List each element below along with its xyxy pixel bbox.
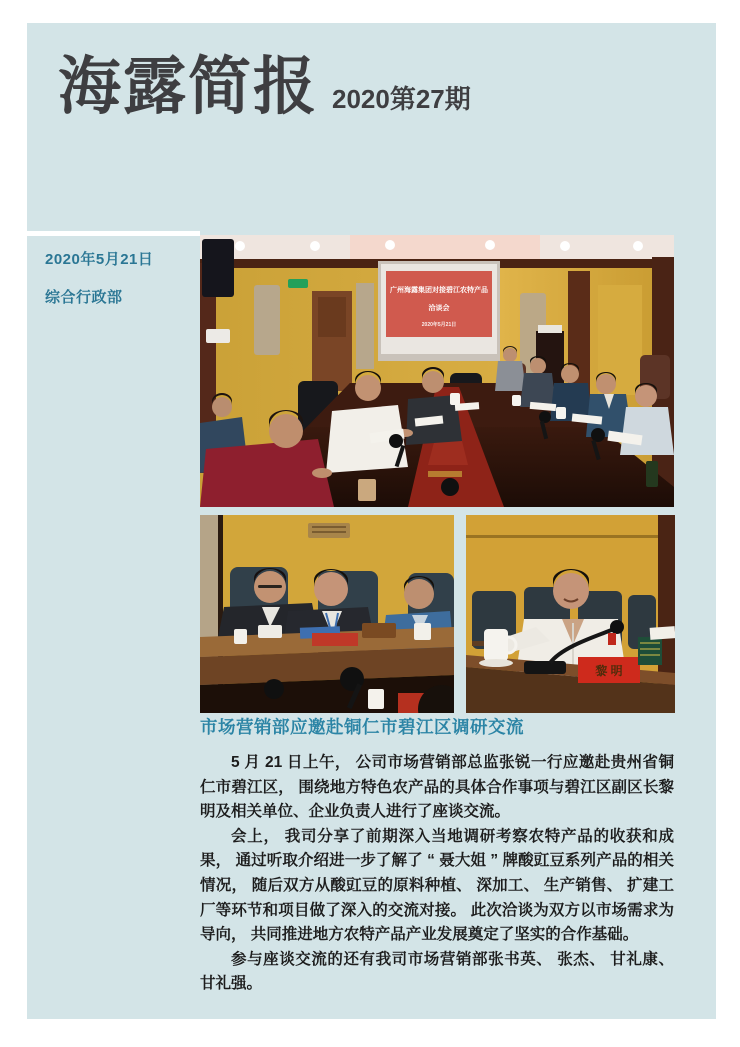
main-photo-illustration — [200, 235, 674, 507]
microphone — [610, 620, 624, 634]
newsletter-title: 海露简报 — [58, 52, 318, 122]
masthead — [58, 52, 471, 122]
pen-holder — [638, 637, 662, 665]
wall-vent — [308, 523, 350, 538]
right-photo-illustration — [466, 515, 675, 713]
ac-unit — [206, 329, 230, 343]
paper-cup — [358, 479, 376, 501]
article-paragraph: 5 月 21 日上午， 公司市场营销部总监张锐一行应邀赴贵州省铜仁市碧江区， 围绕地方特色农产品的具体合作事项与碧江区副区长黎明及相关单位、企业负责人进行了座谈交流。 — [200, 754, 674, 821]
article-body — [200, 751, 674, 997]
slide-title-line1: 广州海露集团对接碧江农特产品 — [390, 287, 488, 294]
projection-screen — [378, 261, 500, 361]
water-bottle — [646, 461, 658, 487]
issue-number: 2020第27期 — [332, 84, 471, 114]
article-paragraph: 参与座谈交流的还有我司市场营销部张书英、 张杰、 甘礼康、 甘礼强。 — [200, 950, 674, 993]
sidebar-department: 综合行政部 — [45, 289, 123, 306]
left-photo-illustration — [200, 515, 454, 713]
tea-cup — [484, 629, 508, 661]
speaker-box — [202, 239, 234, 297]
nameplate-text: 黎 明 — [595, 664, 623, 678]
article-paragraph: 会上， 我司分享了前期深入当地调研考察农特产品的收获和成果， 通过听取介绍进一步了解了 “ 聂大姐 ” 牌酸豇豆系列产品的相关情况， 随后双方从酸豇豆的原料种植、 深加工、 生产销售、 扩建工厂等环节和项目做了深入的交流对接。 此次洽谈为双方以市场需求为导向， 共同推进地方农特产品产业发展奠定了坚实的合作基础。 — [200, 827, 674, 944]
mic-base — [524, 661, 566, 674]
slide-title-line2: 洽谈会 — [428, 305, 450, 312]
slide-date: 2020年5月21日 — [421, 322, 457, 328]
article-headline: 市场营销部应邀赴铜仁市碧江区调研交流 — [200, 717, 524, 737]
main-meeting-photo — [200, 235, 674, 507]
speaker-photo — [466, 515, 675, 713]
delegation-photo — [200, 515, 454, 713]
exit-sign — [288, 279, 308, 288]
sidebar-date: 2020年5月21日 — [45, 251, 154, 268]
masthead-separator-line — [27, 231, 200, 236]
red-placard — [312, 633, 358, 646]
table-runner-text — [428, 471, 462, 477]
glasses — [258, 585, 282, 588]
